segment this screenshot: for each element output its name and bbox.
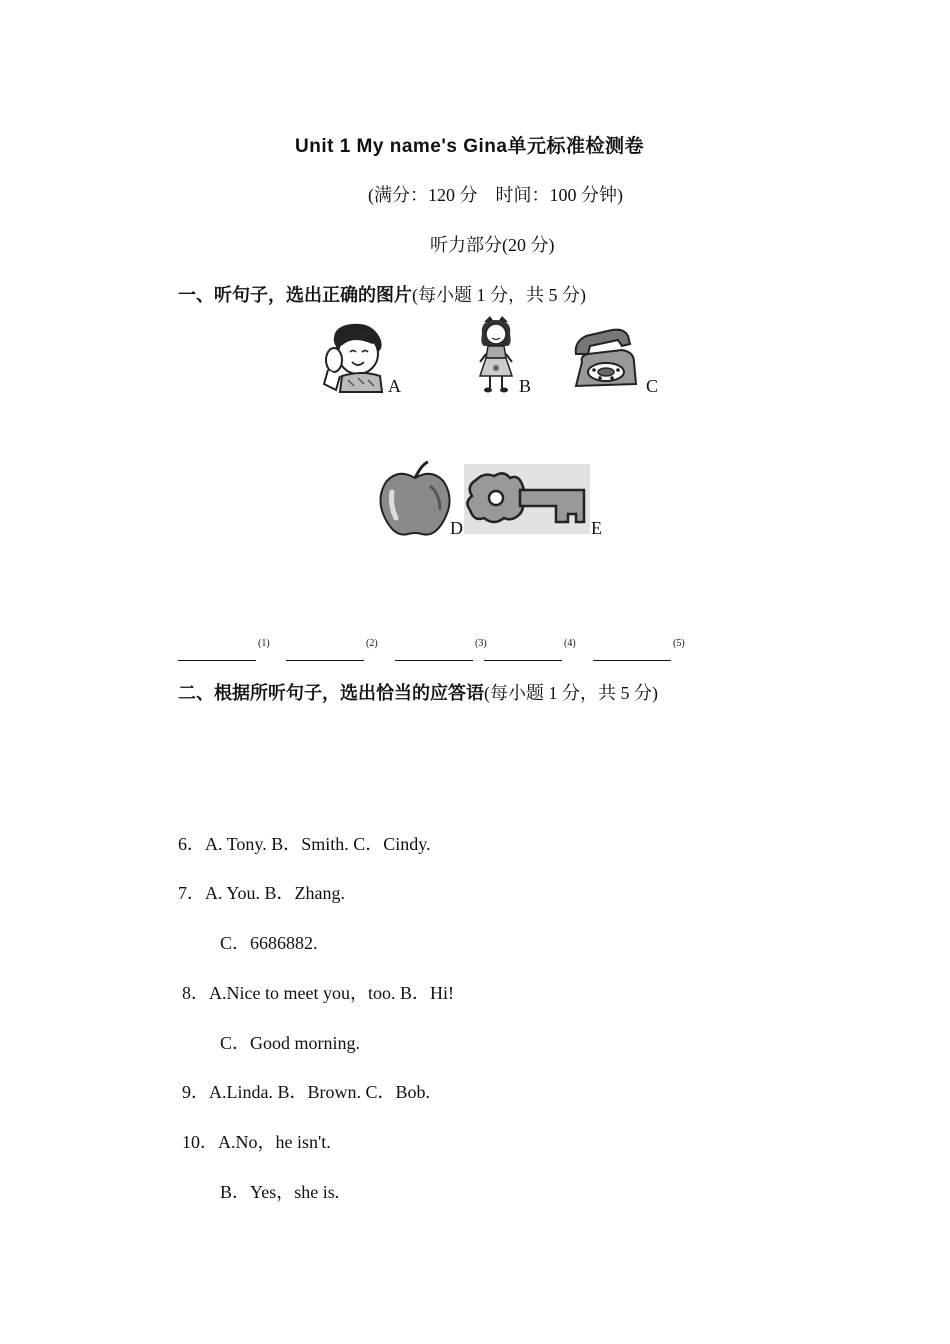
section2-heading-bold: 二、根据所听句子，选出恰当的应答语: [178, 683, 484, 703]
picture-label-d: D: [450, 518, 463, 538]
blank-number: (1): [258, 638, 270, 649]
question-7: 7．A. You. B．Zhang.: [178, 883, 346, 903]
girl-icon: [474, 314, 518, 394]
section1-heading: [178, 281, 586, 307]
apple-icon: [378, 460, 452, 538]
question-8: 8．A.Nice to meet you，too. B．Hi!: [182, 983, 454, 1003]
question-6: 6．A. Tony. B．Smith. C．Cindy.: [178, 834, 431, 854]
section1-heading-score: (每小题 1 分，共 5 分): [412, 285, 586, 305]
answer-blank-1[interactable]: [178, 638, 270, 661]
question-8-option-c: C．Good morning.: [220, 1033, 361, 1053]
key-icon: [464, 464, 590, 534]
section1-heading-bold: 一、听句子，选出正确的图片: [178, 285, 412, 305]
telephone-icon: [572, 326, 638, 390]
answer-blank-3[interactable]: [395, 638, 487, 661]
section2-heading-score: (每小题 1 分，共 5 分): [484, 683, 658, 703]
blank-number: (2): [366, 638, 378, 649]
question-7-option-c: C．6686882.: [220, 933, 318, 953]
page-title: Unit 1 My name's Gina单元标准检测卷: [295, 136, 644, 157]
picture-label-a: A: [388, 376, 401, 396]
answer-blank-5[interactable]: [593, 638, 685, 661]
picture-label-b: B: [519, 376, 532, 396]
answer-blank-4[interactable]: [484, 638, 576, 661]
question-10-option-b: B．Yes，she is.: [220, 1182, 340, 1202]
section2-heading: [178, 679, 658, 705]
question-9: 9．A.Linda. B．Brown. C．Bob.: [182, 1082, 431, 1102]
blank-number: (5): [673, 638, 685, 649]
boy-icon: [322, 320, 392, 394]
blank-number: (4): [564, 638, 576, 649]
picture-label-e: E: [591, 518, 602, 538]
answer-blank-2[interactable]: [286, 638, 378, 661]
exam-meta: (满分：120 分 时间：100 分钟): [368, 185, 623, 205]
question-10: 10．A.No，he isn't.: [182, 1132, 331, 1152]
listening-header: 听力部分(20 分): [430, 235, 555, 255]
blank-number: (3): [475, 638, 487, 649]
picture-label-c: C: [646, 376, 659, 396]
